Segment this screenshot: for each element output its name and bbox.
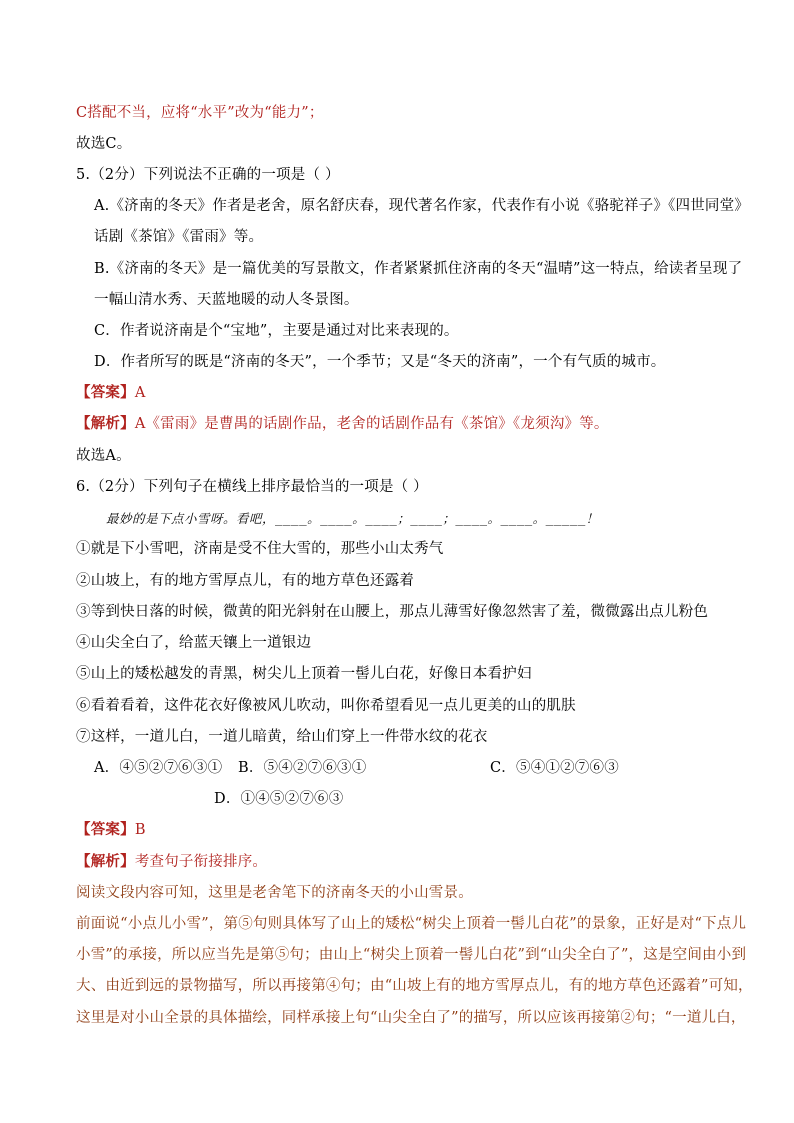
q5-answer-line	[76, 384, 145, 402]
sentence-3: ③等到快日落的时候，微黄的阳光斜射在山腰上，那点儿薄雪好像忽然害了羞，微微露出点儿粉色	[76, 604, 709, 620]
q6-analysis-line	[76, 853, 267, 871]
analysis-paragraph-2: 前面说“小点儿小雪”，第⑤句则具体写了山上的矮松“树尖上顶着一髻儿白花”的景象，正好是对“下点儿	[76, 916, 747, 932]
sentence-7: ⑦这样，一道儿白，一道儿暗黄，给山们穿上一件带水纹的花衣	[76, 729, 488, 745]
q6-option-c: C．⑤④①②⑦⑥③	[490, 760, 619, 776]
q6-handwritten-passage: 最妙的是下点小雪呀。看吧，____。____。____；____；____。____。_____！	[106, 511, 599, 526]
answer-tag: 【答案】	[76, 821, 135, 838]
q6-option-b: B．⑤④②⑦⑥③①	[238, 760, 367, 776]
answer-tag: 【答案】	[76, 384, 135, 401]
analysis-paragraph-5: 这里是对小山全景的具体描绘，同样承接上句“山尖全白了”的描写，所以应该再接第②句；“一道儿白，	[76, 1010, 746, 1026]
q5-option-b-line1: B.《济南的冬天》是一篇优美的写景散文，作者紧紧抓住济南的冬天“温晴”这一特点，给读者呈现了	[94, 261, 743, 277]
q5-option-d: D．作者所写的既是“济南的冬天”，一个季节；又是“冬天的济南”，一个有气质的城市。	[94, 354, 666, 370]
sentence-5: ⑤山上的矮松越发的青黑，树尖儿上顶着一髻儿白花，好像日本看护妇	[76, 666, 532, 682]
question-6-stem: 6.（2分）下列句子在横线上排序最恰当的一项是（ ）	[76, 479, 428, 495]
answer-value: B	[134, 822, 146, 838]
q5-analysis-line	[76, 415, 609, 433]
option-c-explanation: C搭配不当，应将“水平”改为“能力”；	[76, 105, 324, 121]
sentence-4: ④山尖全白了，给蓝天镶上一道银边	[76, 635, 312, 651]
q5-option-c: C．作者说济南是个“宝地”，主要是通过对比来表现的。	[94, 323, 459, 339]
choose-c-line: 故选C。	[76, 136, 132, 152]
q6-option-d: D．①④⑤②⑦⑥③	[214, 791, 344, 807]
q6-option-a: A．④⑤②⑦⑥③①	[94, 760, 223, 776]
analysis-text: A《雷雨》是曹禺的话剧作品，老舍的话剧作品有《茶馆》《龙须沟》等。	[134, 416, 609, 432]
analysis-paragraph-1: 阅读文段内容可知，这里是老舍笔下的济南冬天的小山雪景。	[76, 885, 473, 901]
analysis-tag: 【解析】	[76, 853, 135, 870]
q5-option-b-line2: 一幅山清水秀、天蓝地暖的动人冬景图。	[94, 292, 359, 308]
sentence-1: ①就是下小雪吧，济南是受不住大雪的，那些小山太秀气	[76, 541, 444, 557]
choose-a-line: 故选A。	[76, 448, 131, 464]
analysis-tag: 【解析】	[76, 415, 135, 432]
analysis-paragraph-4: 大、由近到远的景物描写，所以再接第④句；由“山坡上有的地方雪厚点儿，有的地方草色还露着”可知，	[76, 978, 753, 994]
q5-option-a-line2: 话剧《茶馆》《雷雨》等。	[94, 229, 264, 245]
question-5-stem: 5.（2分）下列说法不正确的一项是（ ）	[76, 167, 340, 183]
analysis-text: 考查句子衔接排序。	[134, 854, 268, 870]
sentence-2: ②山坡上，有的地方雪厚点儿，有的地方草色还露着	[76, 573, 415, 589]
analysis-paragraph-3: 小雪”的承接，所以应当先是第⑤句；由山上“树尖上顶着一髻儿白花”到“山尖全白了”，这是空间由小到	[76, 947, 747, 963]
q5-option-a-line1: A.《济南的冬天》作者是老舍，原名舒庆春，现代著名作家，代表作有小说《骆驼祥子》《四世同堂》	[94, 198, 750, 214]
q6-answer-line	[76, 821, 146, 839]
answer-value: A	[134, 385, 146, 401]
sentence-6: ⑥看着看着，这件花衣好像被风儿吹动，叫你希望看见一点儿更美的山的肌肤	[76, 698, 576, 714]
